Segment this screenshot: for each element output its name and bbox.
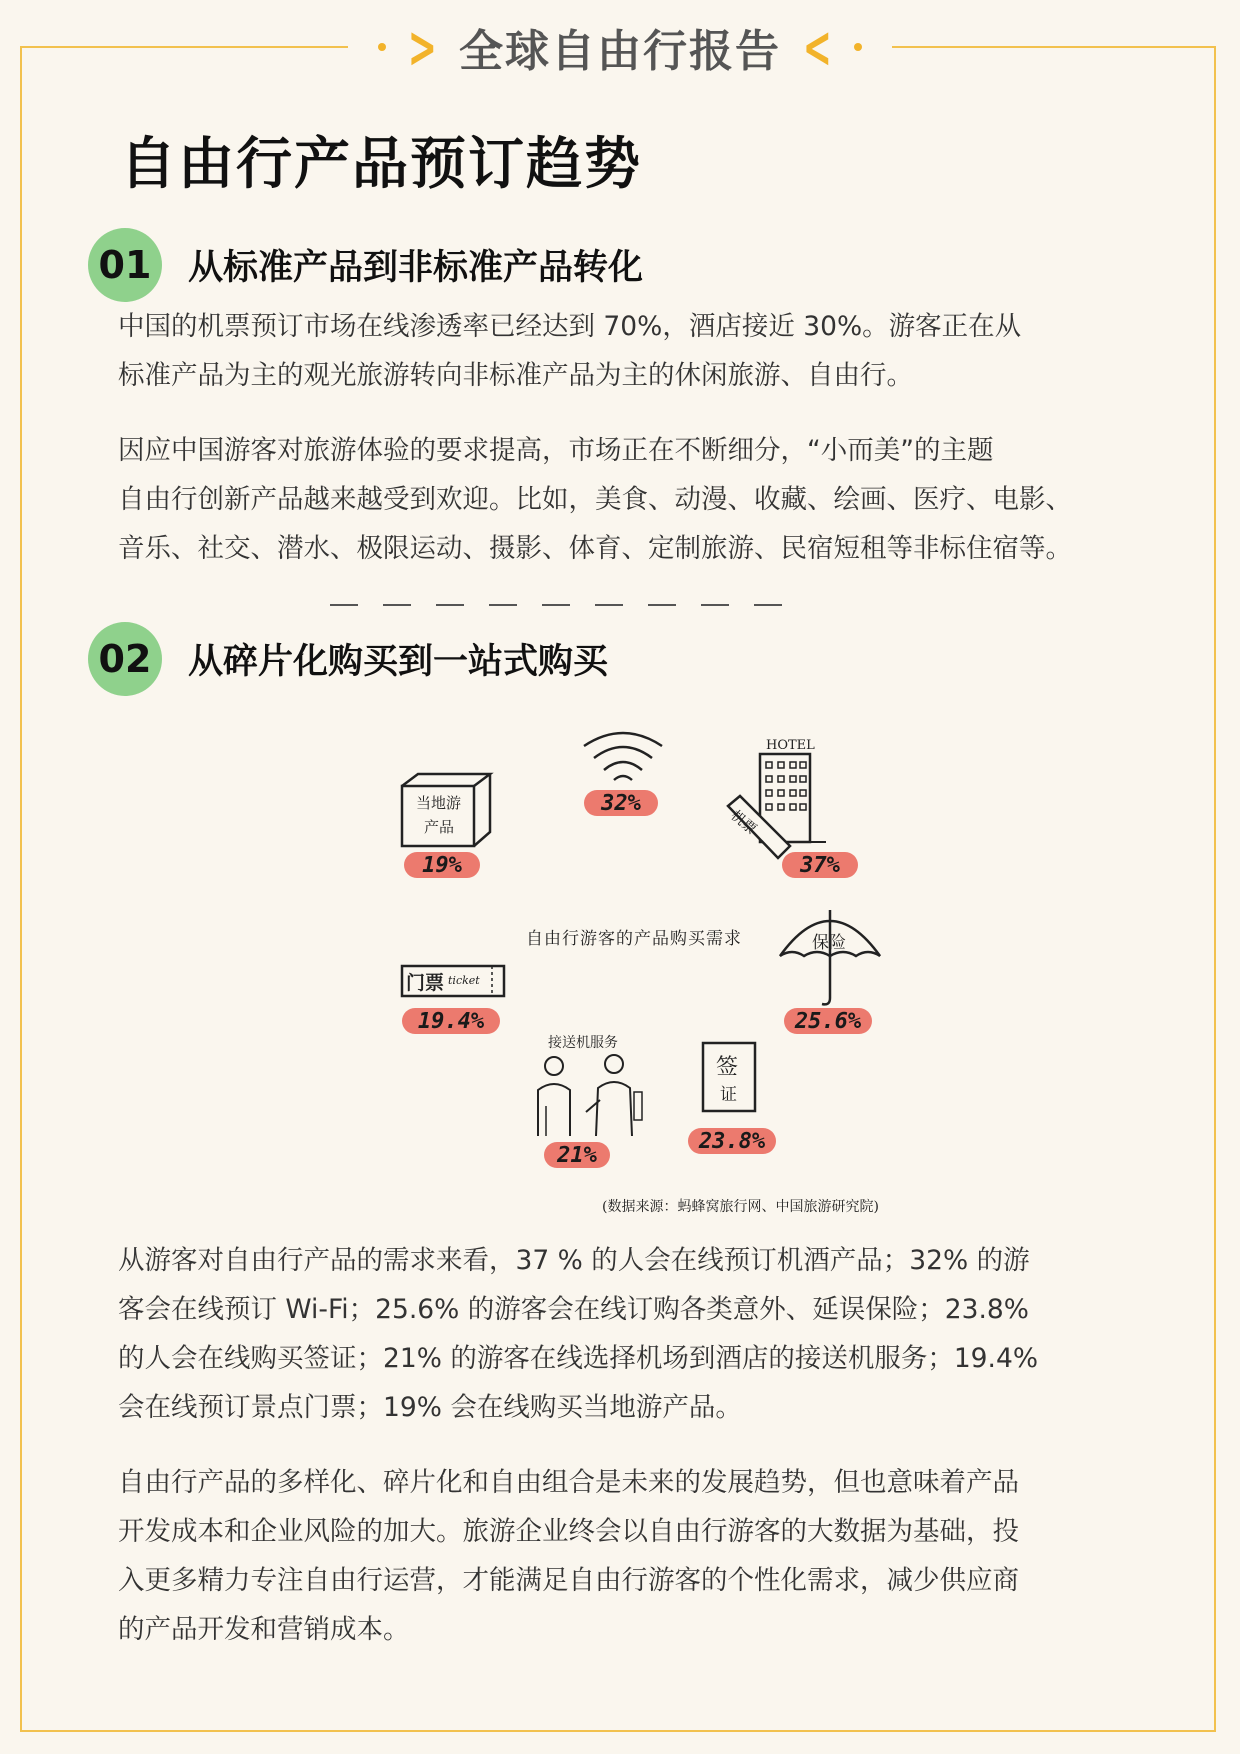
section-number-badge: 02 <box>88 622 162 696</box>
local-tour-value: 19% <box>404 852 480 878</box>
banner-title: 全球自由行报告 <box>459 26 781 77</box>
section-1-paragraph-2: 因应中国游客对旅游体验的要求提高，市场正在不断细分，“小而美”的主题 自由行创新产品越来越受到欢迎。比如，美食、动漫、收藏、绘画、医疗、电影、 音乐、社交、潜水、极限运动、摄影、体育、定制旅游、民宿短租等非标住宿等。 <box>118 435 1072 564</box>
section-2-paragraph-1: 从游客对自由行产品的需求来看，37 % 的人会在线预订机酒产品；32% 的游 客会在线预订 Wi-Fi；25.6% 的游客会在线订购各类意外、延误保险；23.8% 的人会在线购买签证；21% 的游客在线选择机场到酒店的接送机服务；19.4% 会在线预订景点门票；19% 会在线购买当地游产品。 <box>118 1245 1039 1423</box>
section-2-heading <box>88 622 608 696</box>
local-tour-label-2: 产品 <box>424 818 455 836</box>
section-title: 从标准产品到非标准产品转化 <box>188 248 644 288</box>
air-ticket-label: 机票 <box>727 807 760 838</box>
section-divider <box>330 604 782 606</box>
section-1-paragraph-1: 中国的机票预订市场在线渗透率已经达到 70%，酒店接近 30%。游客正在从 标准产品为主的观光旅游转向非标准产品为主的休闲旅游、自由行。 <box>118 311 1022 391</box>
hotel-value: 37% <box>782 852 858 878</box>
people-icon <box>526 1052 644 1140</box>
banner-dot-left <box>378 43 386 51</box>
header-banner <box>0 13 1240 81</box>
tickets-sublabel: ticket <box>448 974 480 987</box>
umbrella-icon <box>776 906 884 1010</box>
transfer-label: 接送机服务 <box>548 1035 618 1051</box>
hotel-sign: HOTEL <box>766 738 815 753</box>
banner-dot-right <box>854 43 862 51</box>
wifi-value: 32% <box>584 790 658 816</box>
insurance-label: 保险 <box>812 933 846 953</box>
tickets-label: 门票 <box>406 972 445 994</box>
wifi-icon <box>578 726 668 786</box>
chevron-left-icon: < <box>802 13 832 81</box>
transfer-value: 21% <box>544 1142 610 1168</box>
infographic-center-label: 自由行游客的产品购买需求 <box>526 929 742 949</box>
visa-value: 23.8% <box>688 1128 776 1154</box>
section-2-paragraph-2: 自由行产品的多样化、碎片化和自由组合是未来的发展趋势，但也意味着产品 开发成本和企业风险的加大。旅游企业终会以自由行游客的大数据为基础，投 入更多精力专注自由行运营，才能满足自由行游客的个性化需求，减少供应商 的产品开发和营销成本。 <box>118 1467 1019 1645</box>
section-title: 从碎片化购买到一站式购买 <box>188 642 609 682</box>
visa-label-2: 证 <box>720 1085 737 1105</box>
data-source-note: (数据来源：蚂蜂窝旅行网、中国旅游研究院) <box>602 1199 879 1215</box>
chevron-right-icon: > <box>408 13 438 81</box>
section-number-badge: 01 <box>88 228 162 302</box>
page-title: 自由行产品预订趋势 <box>120 131 642 197</box>
tickets-value: 19.4% <box>402 1008 500 1034</box>
visa-label: 签 <box>716 1055 739 1080</box>
local-tour-label: 当地游 <box>416 794 462 812</box>
section-1-heading <box>88 228 643 302</box>
insurance-value: 25.6% <box>784 1008 872 1034</box>
